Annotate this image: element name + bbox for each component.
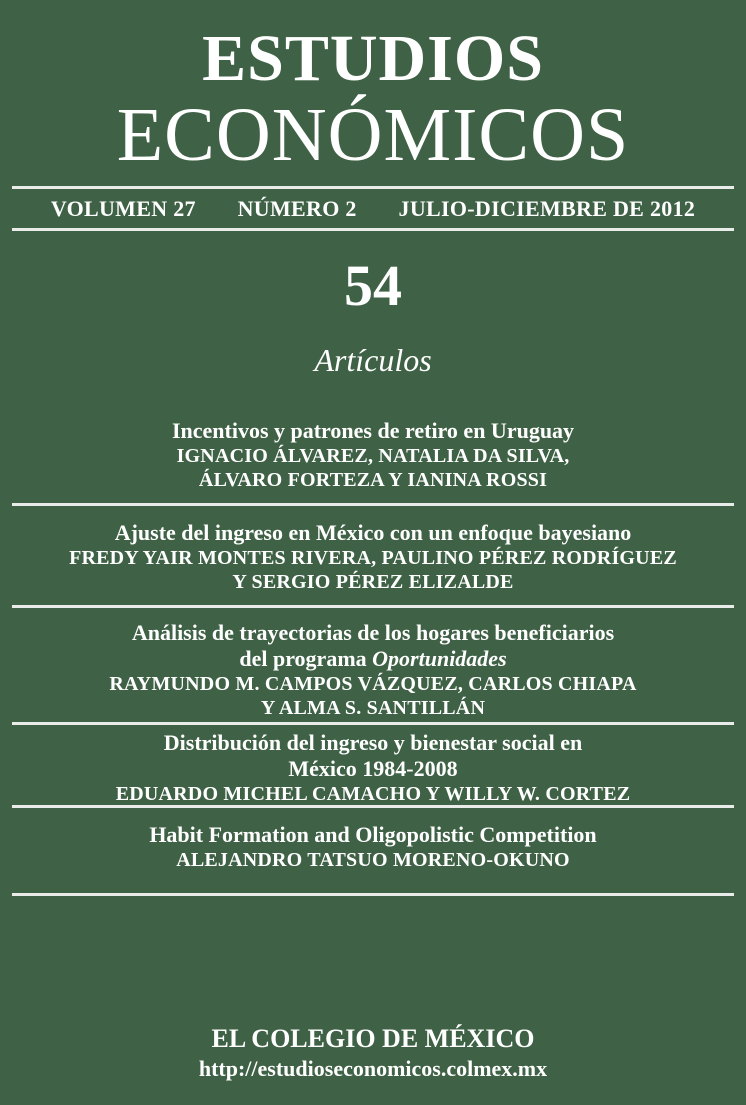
journal-title-line2: ECONÓMICOS: [116, 93, 630, 177]
section-label: Artículos: [314, 342, 432, 378]
journal-title-line1: ESTUDIOS: [202, 22, 544, 95]
article-title-part: del programa: [239, 646, 367, 671]
program-name: Oportunidades: [372, 646, 507, 671]
divider-rule: [12, 605, 734, 608]
article-authors: Y SERGIO PÉREZ ELIZALDE: [232, 571, 514, 593]
article-entry: [0, 620, 746, 720]
divider-rule: [12, 893, 734, 896]
publisher-name: EL COLEGIO DE MÉXICO: [211, 1024, 535, 1053]
article-entry: [0, 822, 746, 872]
volume-label: VOLUMEN 27: [50, 196, 196, 221]
article-entry: [0, 418, 746, 492]
divider-rule: [12, 805, 734, 808]
article-title-line2: [0, 646, 746, 672]
article-title: Análisis de trayectorias de los hogares beneficiarios: [131, 620, 615, 645]
article-authors: Y ALMA S. SANTILLÁN: [260, 697, 486, 719]
article-title: Incentivos y patrones de retiro en Uruguay: [171, 418, 575, 443]
article-authors: EDUARDO MICHEL CAMACHO Y WILLY W. CORTEZ: [115, 783, 631, 805]
article-authors: RAYMUNDO M. CAMPOS VÁZQUEZ, CARLOS CHIAPA: [109, 673, 637, 695]
article-authors: ÁLVARO FORTEZA Y IANINA ROSSI: [198, 469, 548, 491]
journal-url[interactable]: http://estudioseconomicos.colmex.mx: [198, 1056, 548, 1081]
period-label: JULIO-DICIEMBRE DE 2012: [398, 196, 696, 221]
article-authors: FREDY YAIR MONTES RIVERA, PAULINO PÉREZ RODRÍGUEZ: [69, 547, 677, 569]
divider-rule: [12, 186, 734, 189]
issue-number-label: NÚMERO 2: [237, 196, 357, 221]
divider-rule: [12, 503, 734, 506]
divider-rule: [12, 722, 734, 725]
article-title: Distribución del ingreso y bienestar social en: [163, 730, 583, 755]
article-title: Ajuste del ingreso en México con un enfoque bayesiano: [114, 520, 632, 545]
issue-info-line: [0, 196, 746, 222]
article-authors: ALEJANDRO TATSUO MORENO-OKUNO: [176, 849, 570, 871]
issue-number-large: 54: [344, 253, 402, 318]
article-authors: IGNACIO ÁLVAREZ, NATALIA DA SILVA,: [176, 445, 570, 467]
divider-rule: [12, 228, 734, 231]
article-title: Habit Formation and Oligopolistic Competition: [149, 822, 597, 847]
article-title-line2: México 1984-2008: [288, 756, 458, 781]
article-entry: [0, 520, 746, 594]
article-entry: [0, 730, 746, 806]
